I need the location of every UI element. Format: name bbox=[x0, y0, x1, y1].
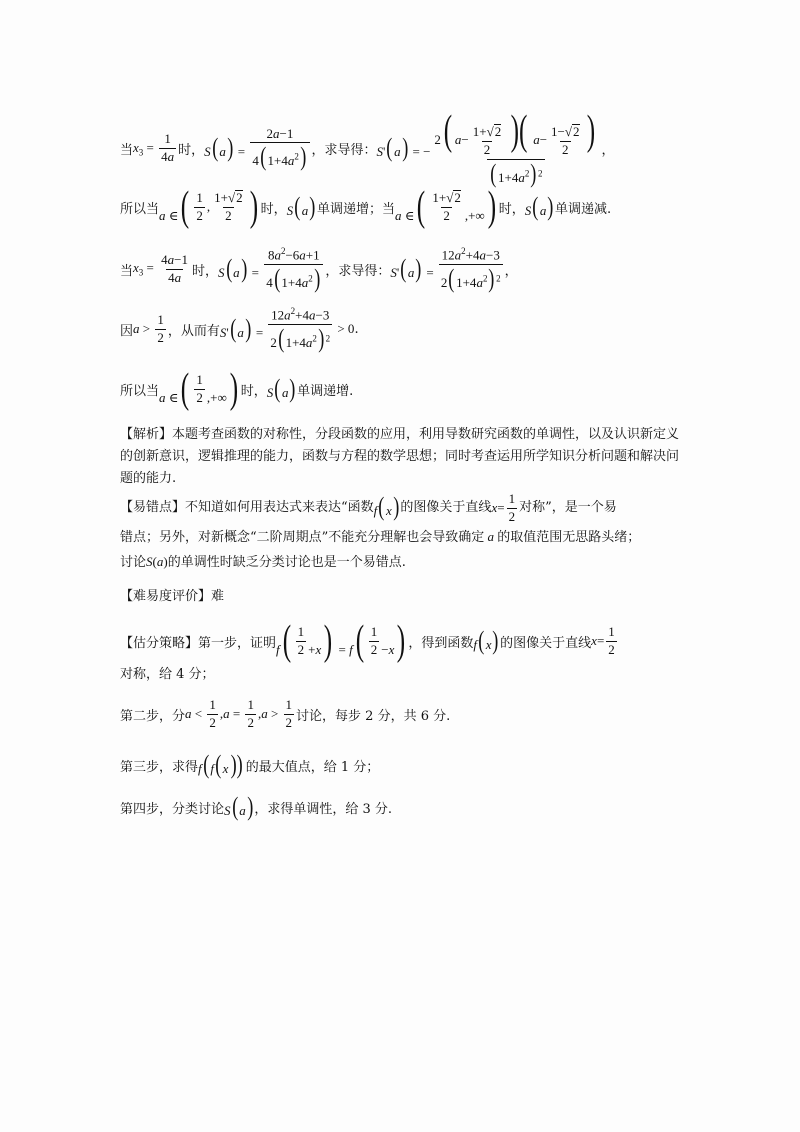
text: 单调递增. bbox=[297, 383, 354, 399]
text: 的单调性时缺乏分类讨论也是一个易错点. bbox=[167, 554, 406, 570]
text: 的图像关于直线 bbox=[400, 500, 492, 516]
frac: $\frac{1}{4a}$ bbox=[161, 131, 175, 164]
formula-fx: f(x) bbox=[373, 491, 400, 521]
pitfall-heading: 【易错点】 bbox=[120, 500, 186, 516]
difficulty-paragraph bbox=[120, 586, 680, 608]
formula-Sa: S(a) bbox=[146, 553, 168, 569]
frac: $\frac{2a-1}{4(1+4a^2)}$ bbox=[250, 127, 309, 171]
formula-interval: a ∈( bbox=[159, 366, 190, 412]
line-2: 所以当 a ∈( $\frac{1}{2}$ , $\frac{1+√2}{2}$ ) 时， S(a) 单调递增；当 a ∈( $\frac{1+√2}{2}$ ,+∞) 时， S(a) 单调递减. bbox=[120, 184, 612, 230]
frac: 2( a− $\frac{1+√2}{2}$ )( a− $\frac{1-√2}{2}$ ) $(1+4a^2)^2$ bbox=[434, 108, 595, 188]
text: 所以当 bbox=[120, 201, 160, 217]
text: 时， bbox=[498, 201, 525, 217]
frac: $\frac{1}{2}$ bbox=[608, 623, 615, 657]
step-4 bbox=[120, 794, 392, 820]
frac: $\frac{1+√2}{2}$ bbox=[432, 190, 461, 223]
frac: $\frac{1}{2}$ bbox=[285, 697, 293, 730]
frac: $\frac{1+√2}{2}$ bbox=[214, 190, 243, 223]
text: 时， bbox=[178, 142, 205, 158]
text: 因 bbox=[120, 323, 134, 339]
text: . bbox=[354, 321, 359, 337]
text: 第二步，分 bbox=[120, 708, 186, 724]
frac: $\frac{1}{2}$ bbox=[157, 311, 164, 345]
line-5: 所以当 a ∈( $\frac{1}{2}$ ,+∞) 时， S(a) 单调递增. bbox=[120, 366, 354, 412]
formula-Sa: S(a) bbox=[524, 192, 554, 221]
text: 当 bbox=[120, 263, 134, 279]
text: 时， bbox=[240, 383, 267, 399]
frac: $\frac{1}{2}$ bbox=[247, 697, 254, 730]
text: 对称”，是一个易 bbox=[519, 500, 617, 516]
formula-x3: $x_3$ = bbox=[133, 260, 158, 278]
analysis-text: 本题考查函数的对称性，分段函数的应用，利用导数研究函数的单调性，以及认识新定义的创新意识，逻辑推理的能力，函数与方程的数学思想；同时考查运用所学知识分析问题和解决问题的能力. bbox=[120, 427, 680, 486]
line-1 bbox=[120, 110, 615, 187]
text: 单调递增；当 bbox=[316, 201, 395, 217]
difficulty-text: 难 bbox=[211, 589, 225, 604]
text: 第三步，求得 bbox=[120, 759, 199, 775]
formula-a: a bbox=[484, 528, 498, 544]
text: 讨论 bbox=[120, 554, 147, 570]
frac: $\frac{12a^2+4a-3}{2(1+4a^2)^2}$ bbox=[440, 246, 501, 294]
formula-cases: a < bbox=[185, 706, 206, 722]
frac: $\frac{1}{2}$ bbox=[508, 491, 516, 524]
formula-Sprime: S'(a) = bbox=[390, 254, 437, 284]
scoring-line-1: 【估分策略】 第一步，证明 f( $\frac{1}{2}$ +x) = f( $\frac{1}{2}$ −x) ，得到函数 f(x) 的图像关于直线 x= $\frac{1}{2}$ bbox=[120, 618, 615, 664]
formula-Sprime: S'(a) = − bbox=[376, 133, 431, 163]
text: ，求导得： bbox=[325, 263, 391, 279]
text: 对称，给 4 分； bbox=[120, 667, 215, 682]
text: 当 bbox=[120, 142, 134, 158]
formula-Sa: S(a) bbox=[266, 374, 296, 403]
scoring-line-2 bbox=[120, 664, 680, 686]
text: ，求得单调性，给 3 分. bbox=[254, 801, 393, 817]
text: 单调递减. bbox=[555, 201, 612, 217]
frac: $\frac{1}{2}$ bbox=[196, 371, 203, 405]
line-3 bbox=[120, 246, 518, 292]
analysis-heading: 【解析】 bbox=[120, 427, 173, 442]
text: 的取值范围无思路头绪； bbox=[497, 529, 641, 545]
frac: $\frac{4a-1}{4a}$ bbox=[161, 251, 188, 285]
frac: $\frac{1}{2}$ bbox=[297, 623, 305, 657]
frac: $\frac{1}{2}$ bbox=[196, 189, 203, 223]
formula-symmetry: f( bbox=[276, 618, 291, 664]
frac: $\frac{8a^2-6a+1}{4(1+4a^2)}$ bbox=[264, 246, 323, 292]
text: ，从而有 bbox=[167, 323, 220, 339]
formula-Sa: S(a) bbox=[224, 792, 254, 821]
formula-ffx: f(f(x)) bbox=[198, 750, 244, 779]
line-4 bbox=[120, 306, 359, 352]
text: ，得到函数 bbox=[408, 635, 474, 651]
text: 时， bbox=[191, 263, 218, 279]
text: 不知道如何用表达式来表达“函数 bbox=[185, 500, 374, 516]
formula-interval: a ∈( bbox=[159, 184, 190, 230]
text: 错点；另外，对新概念“二阶周期点”不能充分理解也会导致确定 bbox=[120, 529, 485, 545]
formula-interval2: a ∈( bbox=[394, 184, 426, 230]
frac: $\frac{1}{2}$ bbox=[209, 697, 216, 730]
formula-Sprime: S'(a) = bbox=[219, 314, 267, 344]
formula-S: S(a) = bbox=[218, 254, 263, 284]
frac: $\frac{12a^2+4a-3}{2(1+4a^2)^2}$ bbox=[270, 306, 331, 354]
pitfall-paragraph bbox=[120, 492, 680, 575]
step-2: 第二步，分 a < $\frac{1}{2}$ ,a = $\frac{1}{2}$ ,a > $\frac{1}{2}$ 讨论，每步 2 分，共 6 分. bbox=[120, 697, 451, 730]
text: 的图像关于直线 bbox=[500, 635, 592, 651]
text: 时， bbox=[260, 201, 287, 217]
formula-Sa: S(a) bbox=[286, 192, 316, 221]
formula-x-half: x= bbox=[591, 633, 605, 648]
text: ，求导得： bbox=[311, 142, 377, 158]
difficulty-heading: 【难易度评价】 bbox=[120, 589, 212, 604]
analysis-paragraph bbox=[120, 424, 680, 490]
formula-fx: f(x) bbox=[473, 626, 499, 655]
formula-x-half: x= bbox=[491, 500, 505, 516]
text: 讨论，每步 2 分，共 6 分. bbox=[296, 708, 451, 724]
formula-gt0: > 0 bbox=[334, 321, 355, 337]
text: 的最大值点，给 1 分； bbox=[245, 759, 380, 775]
text: 第四步，分类讨论 bbox=[120, 801, 225, 817]
formula-S: S(a) = bbox=[204, 133, 249, 163]
step-3 bbox=[120, 752, 379, 778]
text: ， bbox=[601, 142, 615, 158]
frac: $\frac{1}{2}$ bbox=[370, 623, 378, 657]
text: ， bbox=[504, 263, 518, 279]
text: 所以当 bbox=[120, 383, 160, 399]
formula-x3: $x_3$ = bbox=[133, 139, 158, 158]
text: 第一步，证明 bbox=[198, 635, 277, 651]
scoring-heading: 【估分策略】 bbox=[120, 635, 199, 651]
formula-a-gt: a > bbox=[133, 321, 154, 337]
